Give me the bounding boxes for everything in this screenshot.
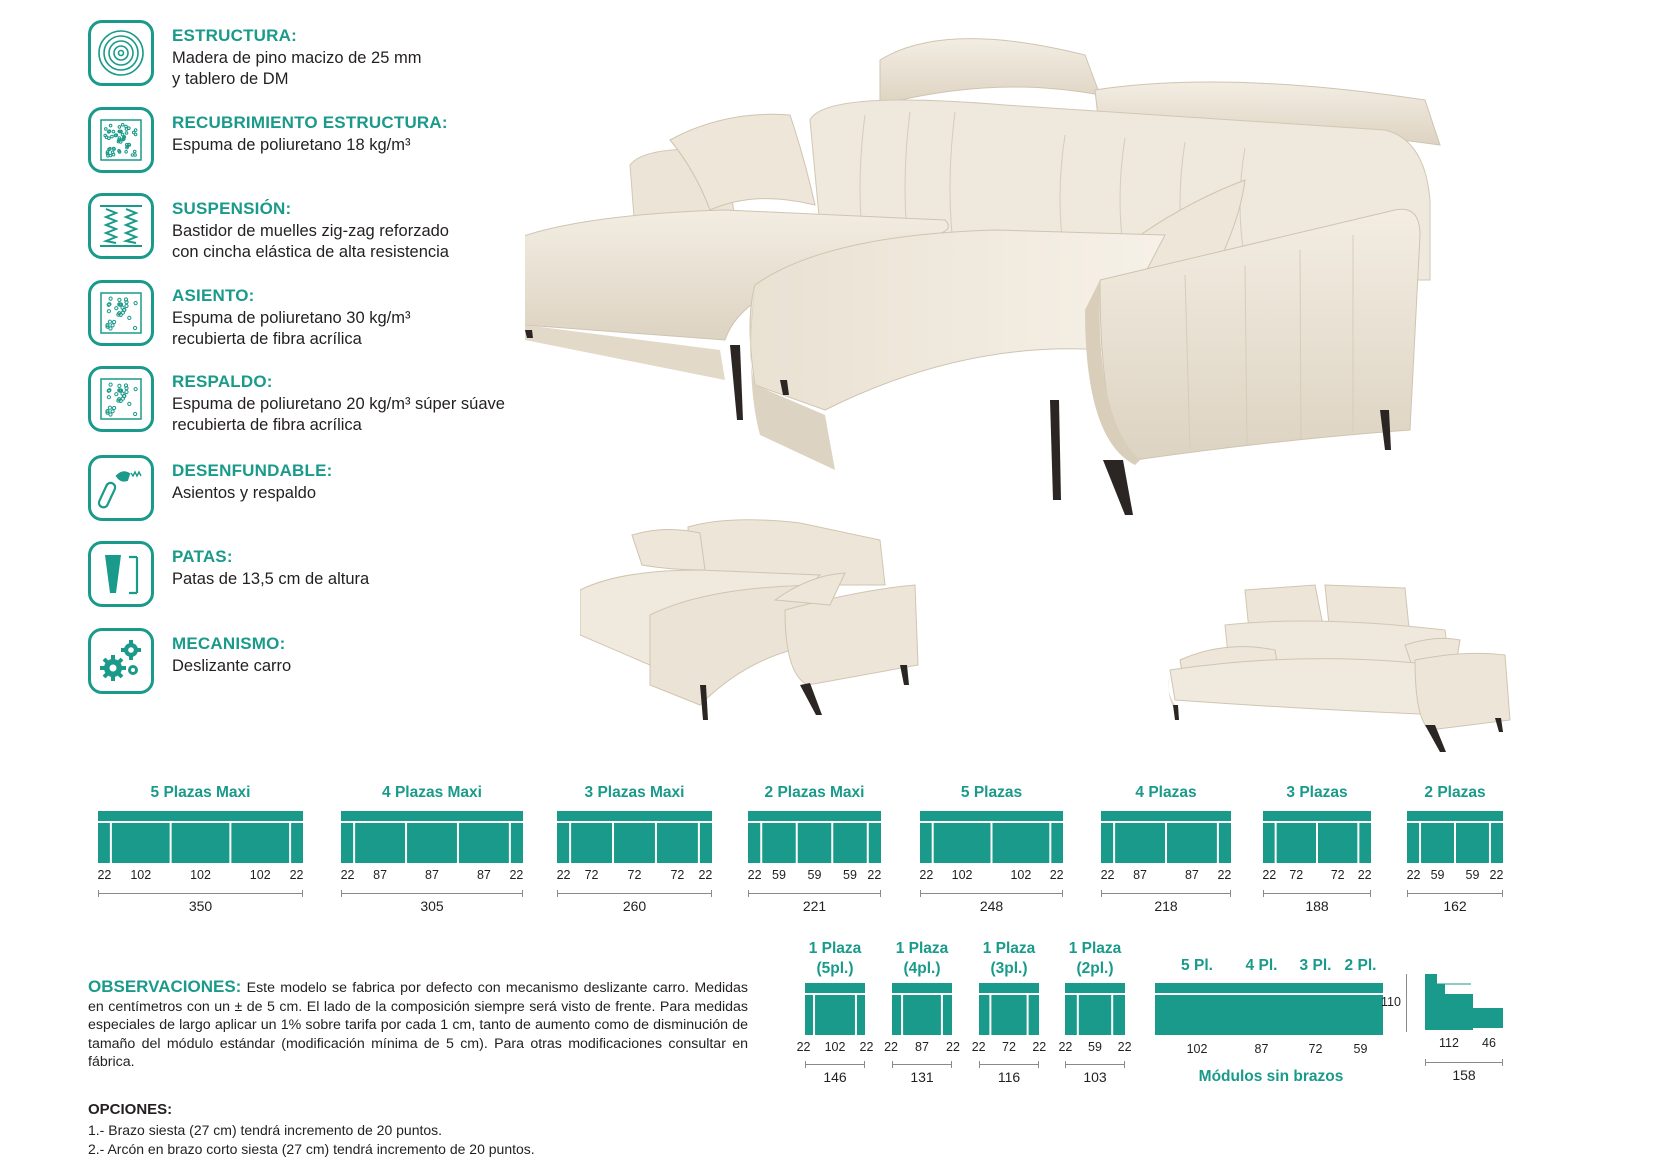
module-dimension: 102	[951, 868, 973, 882]
module-dimension: 72	[584, 868, 599, 882]
single-module-dimension: 102	[824, 1040, 846, 1054]
options-block	[88, 1100, 535, 1159]
feature-title: DESENFUNDABLE:	[172, 461, 333, 480]
single-module-dimension: 22	[971, 1040, 986, 1054]
profile-height-line	[1406, 974, 1407, 1032]
module-dimension: 59	[807, 868, 822, 882]
armless-module-title: 4 Pl.	[1245, 957, 1278, 974]
single-module-dimension: 22	[796, 1040, 811, 1054]
module-dimension: 87	[425, 868, 439, 882]
module-dimension: 59	[1430, 868, 1445, 882]
armless-module-title: 2 Pl.	[1344, 957, 1377, 974]
module-title: 4 Plazas Maxi	[382, 784, 482, 801]
single-module-total: 131	[910, 1069, 934, 1085]
module-dimension: 87	[1184, 868, 1199, 882]
zipper-icon	[88, 455, 154, 521]
module-dimension: 22	[97, 868, 112, 882]
armless-module-dimension: 87	[1254, 1042, 1269, 1056]
single-module-title: 1 Plaza	[895, 940, 949, 957]
module-dimension: 22	[1357, 868, 1372, 882]
module-dimension: 22	[1217, 868, 1232, 882]
module-diagram	[1226, 983, 1297, 1035]
profile-height: 110	[1381, 995, 1401, 1009]
single-module-subtitle: (2pl.)	[1076, 960, 1114, 977]
armless-caption: Módulos sin brazos	[1198, 1068, 1344, 1085]
module-dimension: 102	[1010, 868, 1032, 882]
module-title: 5 Plazas	[960, 784, 1023, 801]
feature-text: Patas de 13,5 cm de altura	[172, 570, 370, 588]
module-dimension: 102	[190, 868, 211, 882]
feature-title: MECANISMO:	[172, 634, 286, 653]
module-diagram	[1263, 811, 1371, 863]
module-diagram	[1101, 811, 1231, 863]
single-module-dimension: 22	[859, 1040, 874, 1054]
single-module-total: 146	[823, 1069, 847, 1085]
module-dimension: 22	[340, 868, 355, 882]
single-module-dimension: 72	[1002, 1040, 1016, 1054]
spring-icon	[88, 193, 154, 259]
feature-title: SUSPENSIÓN:	[172, 199, 292, 218]
module-title: 5 Plazas Maxi	[150, 784, 251, 801]
armless-module-title: 3 Pl.	[1299, 957, 1332, 974]
seat-foam-icon	[88, 280, 154, 346]
feature-text: Bastidor de muelles zig-zag reforzado con cincha elástica de alta resistencia	[172, 222, 449, 261]
profile-total: 158	[1452, 1067, 1476, 1083]
module-total: 350	[188, 898, 213, 914]
feature-text: Espuma de poliuretano 20 kg/m³ súper súave recubierta de fibra acrílica	[172, 395, 505, 434]
module-dimension: 22	[747, 868, 762, 882]
module-dimension: 72	[670, 868, 685, 882]
feature-title: ASIENTO:	[172, 286, 255, 305]
sofa-closed-photo	[1165, 580, 1515, 755]
module-diagram	[979, 983, 1039, 1035]
dimension-line	[1263, 893, 1371, 894]
module-total: 305	[420, 898, 444, 914]
module-total: 188	[1305, 898, 1329, 914]
single-module-dimension: 22	[946, 1040, 960, 1054]
module-dimension: 87	[373, 868, 388, 882]
single-module-dimension: 22	[1032, 1040, 1047, 1054]
observations-block	[88, 978, 748, 1072]
observations-title: OBSERVACIONES:	[88, 977, 242, 996]
module-total: 162	[1443, 898, 1467, 914]
single-module-total: 103	[1083, 1069, 1107, 1085]
module-dimension: 22	[1100, 868, 1115, 882]
observations-text: Este modelo se fabrica por defecto con mecanismo deslizante carro. Medidas en centímetros con un ± de 5 cm. El lado de la composición siempre será visto de frente. Para medidas especiales de largo aplicar un 1% sobre tarifa por cada 1 cm, tanto de aumento como de disminución de tamaño del módulo estándar (modificación mínima de 5 cm). Para otras modificaciones consultar en fábrica.	[88, 980, 748, 1071]
feature-item	[88, 628, 648, 702]
gears-icon	[88, 628, 154, 694]
single-module-title: 1 Plaza	[982, 940, 1036, 957]
module-total: 221	[802, 898, 827, 914]
module-dimension: 59	[843, 868, 857, 882]
module-dimension: 87	[476, 868, 491, 882]
back-foam-icon	[88, 366, 154, 432]
single-module-title: 1 Plaza	[808, 940, 862, 957]
feature-text: Espuma de poliuretano 18 kg/m³	[172, 136, 411, 154]
sofa-main-photo	[525, 20, 1500, 560]
profile-extension: 46	[1482, 1036, 1496, 1050]
module-dimension: 22	[509, 868, 524, 882]
module-dimension: 22	[1049, 868, 1064, 882]
module-dimension: 22	[289, 868, 304, 882]
single-module-title: 1 Plaza	[1068, 940, 1122, 957]
module-total: 260	[622, 898, 647, 914]
module-diagram	[748, 811, 881, 863]
feature-title: PATAS:	[172, 547, 233, 566]
dimension-line	[748, 893, 881, 894]
wood-rings-icon	[88, 20, 154, 86]
single-module-subtitle: (3pl.)	[990, 960, 1028, 977]
module-diagram	[1338, 983, 1383, 1035]
module-title: 2 Plazas Maxi	[764, 784, 865, 801]
options-title: OPCIONES:	[88, 1101, 173, 1118]
module-dimension: 22	[1262, 868, 1277, 882]
module-title: 4 Plazas	[1135, 784, 1197, 801]
dimension-line	[920, 893, 1063, 894]
module-dimension: 72	[1289, 868, 1304, 882]
dimension-line	[557, 893, 712, 894]
profile-depth: 112	[1439, 1036, 1459, 1050]
module-diagram	[805, 983, 865, 1035]
module-diagram	[1288, 983, 1343, 1035]
module-dimension: 87	[1133, 868, 1147, 882]
sofa-extended-photo	[580, 515, 925, 730]
module-diagram	[920, 811, 1063, 863]
foam-icon	[88, 107, 154, 173]
module-dimension: 22	[1489, 868, 1504, 882]
module-diagram	[341, 811, 523, 863]
module-diagram	[557, 811, 712, 863]
module-total: 248	[979, 898, 1004, 914]
feature-text: Madera de pino macizo de 25 mm y tablero de DM	[172, 49, 422, 88]
options-item: 2.- Arcón en brazo corto siesta (27 cm) tendrá incremento de 20 puntos.	[88, 1141, 535, 1157]
feature-text: Deslizante carro	[172, 657, 292, 675]
dimension-line	[1101, 893, 1231, 894]
armless-module-dimension: 102	[1186, 1042, 1208, 1056]
single-module-dimension: 87	[915, 1040, 929, 1054]
module-total: 218	[1154, 898, 1178, 914]
module-title: 2 Plazas	[1424, 784, 1486, 801]
armless-module-dimension: 72	[1308, 1042, 1323, 1056]
dimension-line	[1425, 1062, 1503, 1063]
module-dimension: 22	[698, 868, 713, 882]
single-module-total: 116	[997, 1069, 1021, 1085]
module-dimension: 102	[249, 868, 271, 882]
module-dimension: 72	[627, 868, 642, 882]
module-diagram	[1065, 983, 1125, 1035]
module-title: 3 Plazas Maxi	[584, 784, 685, 801]
options-item: 1.- Brazo siesta (27 cm) tendrá incremento de 20 puntos.	[88, 1122, 443, 1138]
module-diagram	[892, 983, 952, 1035]
module-dimension: 72	[1330, 868, 1345, 882]
module-dimension: 59	[772, 868, 786, 882]
dimension-line	[1065, 1064, 1125, 1065]
module-diagram	[1407, 811, 1503, 863]
armless-module-title: 5 Pl.	[1181, 957, 1213, 974]
dimension-line	[98, 893, 303, 894]
module-dimension: 102	[130, 868, 152, 882]
single-module-dimension: 22	[1117, 1040, 1132, 1054]
legs-icon	[88, 541, 154, 607]
module-dimension: 59	[1465, 868, 1480, 882]
single-module-dimension: 22	[884, 1040, 898, 1054]
profile-diagram	[1415, 968, 1535, 1038]
single-module-subtitle: (5pl.)	[816, 960, 854, 977]
single-module-dimension: 22	[1058, 1040, 1073, 1054]
module-diagram	[98, 811, 303, 863]
single-module-subtitle: (4pl.)	[903, 960, 941, 977]
feature-title: ESTRUCTURA:	[172, 26, 297, 45]
feature-text: Asientos y respaldo	[172, 484, 316, 502]
dimension-line	[979, 1064, 1039, 1065]
dimension-line	[341, 893, 523, 894]
module-title: 3 Plazas	[1286, 784, 1348, 801]
module-dimension: 22	[867, 868, 882, 882]
single-module-dimension: 59	[1088, 1040, 1102, 1054]
dimension-line	[892, 1064, 952, 1065]
module-dimension: 22	[919, 868, 934, 882]
armless-module-dimension: 59	[1353, 1042, 1368, 1056]
dimension-line	[1407, 893, 1503, 894]
feature-title: RECUBRIMIENTO ESTRUCTURA:	[172, 113, 448, 132]
module-dimension: 22	[556, 868, 571, 882]
feature-text: Espuma de poliuretano 30 kg/m³ recubierta de fibra acrílica	[172, 309, 411, 348]
dimension-line	[805, 1064, 865, 1065]
module-dimension: 22	[1406, 868, 1421, 882]
feature-title: RESPALDO:	[172, 372, 273, 391]
